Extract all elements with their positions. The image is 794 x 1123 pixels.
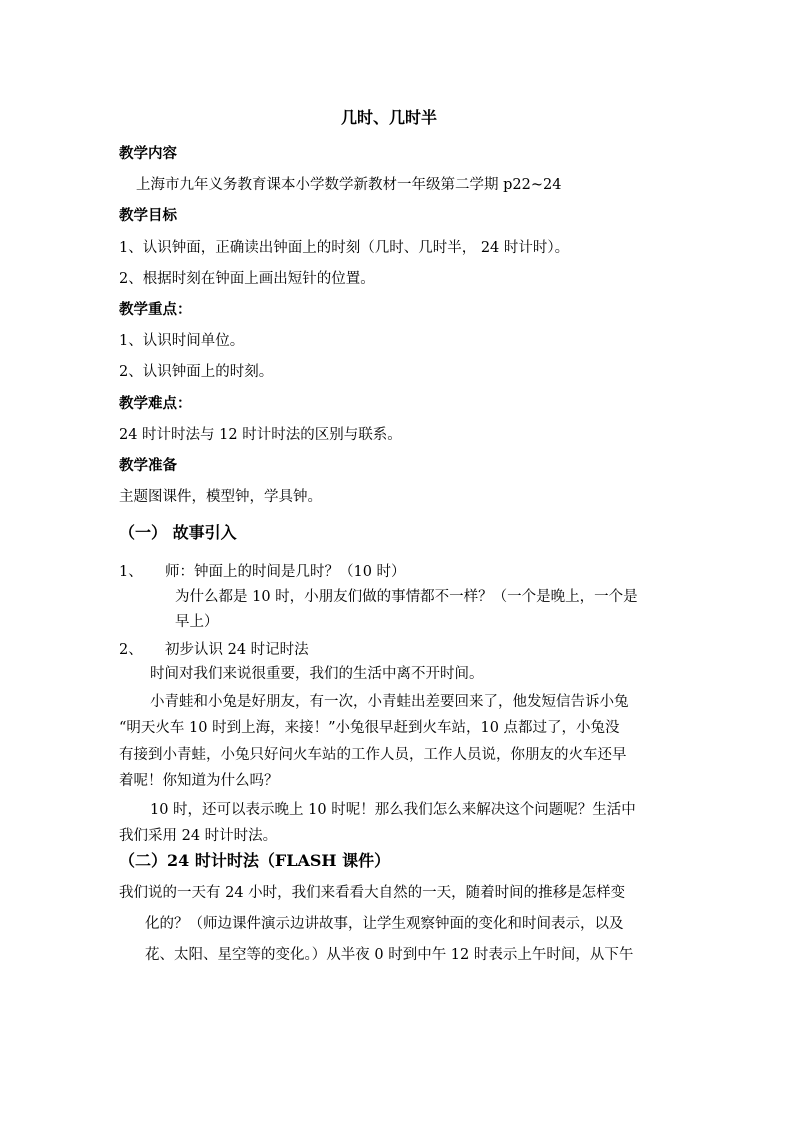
item-2-text: 初步认识 24 时记时法 [165,642,309,658]
section-2-title: （二）24 时计时法（FLASH 课件） [119,851,391,870]
section-1-title: （一） 故事引入 [119,523,237,542]
goal-item-2: 2、根据时刻在钟面上画出短针的位置。 [119,271,375,287]
paragraph-1: 时间对我们来说很重要，我们的生活中离不开时间。 [150,666,484,682]
heading-teaching-goals: 教学目标 [119,207,177,224]
story-line-2: “明天火车 10 时到上海，来接！”小兔很早赶到火车站，10 点都过了，小兔没 [119,720,620,736]
key-point-1: 1、认识时间单位。 [119,333,245,349]
item-2-number: 2、 [119,642,143,658]
paragraph-3-line-1: 10 时，还可以表示晚上 10 时呢！那么我们怎么来解决这个问题呢？生活中 [150,802,636,818]
heading-key-points: 教学重点： [119,301,192,318]
heading-difficulties: 教学难点： [119,395,192,412]
teaching-content-text: 上海市九年义务教育课本小学数学新教材一年级第二学期 p22~24 [136,177,562,193]
paragraph-3-line-2: 我们采用 24 时计时法。 [119,828,278,844]
item-1-number: 1、 [119,564,143,580]
paragraph-4-line-3: 花、太阳、星空等的变化。）从半夜 0 时到中午 12 时表示上午时间，从下午 [145,947,634,963]
heading-preparation: 教学准备 [119,457,177,474]
key-point-2: 2、认识钟面上的时刻。 [119,364,274,380]
goal-item-1: 1、认识钟面，正确读出钟面上的时刻（几时、几时半， 24 时计时）。 [119,240,570,256]
item-1-text: 师：钟面上的时间是几时？（10 时） [165,564,406,580]
story-line-3: 有接到小青蛙，小兔只好问火车站的工作人员，工作人员说，你朋友的火车还早 [119,747,627,763]
paragraph-4-line-1: 我们说的一天有 24 小时，我们来看看大自然的一天，随着时间的推移是怎样变 [119,885,626,901]
paragraph-4-line-2: 化的？（师边课件演示边讲故事，让学生观察钟面的变化和时间表示，以及 [145,916,624,932]
item-1-question-line-2: 早上） [175,614,219,630]
story-line-1: 小青蛙和小兔是好朋友，有一次，小青蛙出差要回来了，他发短信告诉小兔 [150,694,629,710]
document-title: 几时、几时半 [341,108,438,127]
difficulty-text: 24 时计时法与 12 时计时法的区别与联系。 [119,427,402,443]
heading-teaching-content: 教学内容 [119,145,177,162]
item-1-question-line-1: 为什么都是 10 时，小朋友们做的事情都不一样？（一个是晚上，一个是 [175,589,638,605]
story-line-4: 着呢！你知道为什么吗？ [119,773,279,789]
preparation-text: 主题图课件，模型钟，学具钟。 [119,489,322,505]
